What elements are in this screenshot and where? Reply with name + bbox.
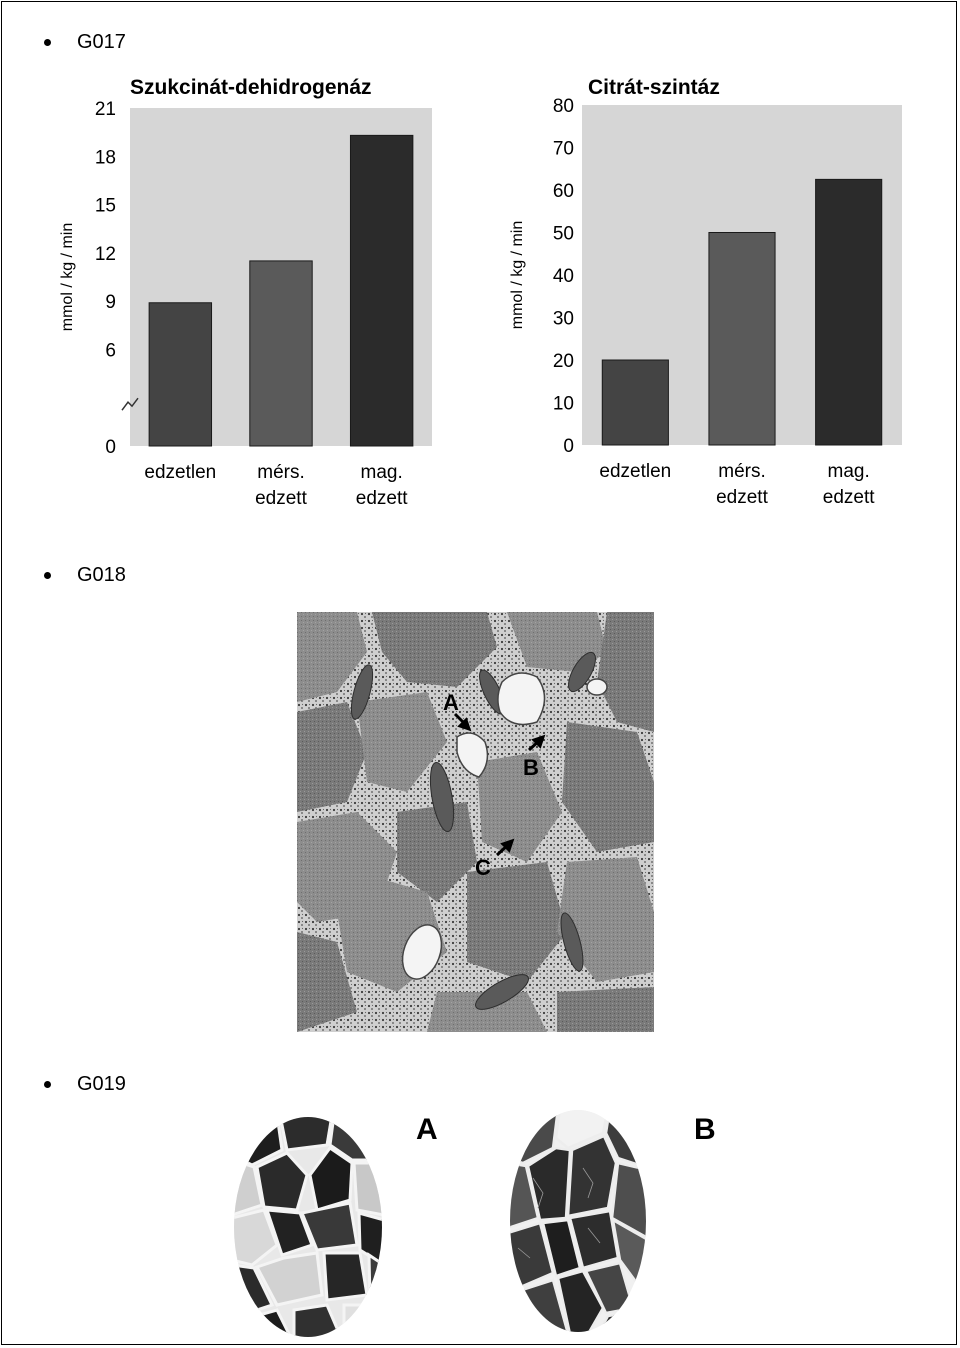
bullet-icon (44, 1081, 51, 1088)
section-label: G018 (77, 564, 126, 586)
chart-citrat-szintaz (492, 68, 912, 518)
bar (816, 179, 882, 445)
chart-szukcinat-dehidrogenaz (40, 68, 440, 518)
chart-title: Citrát-szintáz (588, 76, 720, 99)
y-tick-label: 20 (552, 351, 574, 372)
y-axis-label: mmol / kg / min (509, 220, 526, 330)
bar (709, 233, 775, 446)
section-g019-heading (44, 1073, 126, 1096)
fiber-section-b (508, 1108, 648, 1334)
y-tick-label: 80 (552, 96, 574, 117)
x-tick-label: edzett (355, 488, 408, 509)
section-g017-heading (44, 31, 126, 54)
y-axis-label: mmol / kg / min (59, 222, 76, 332)
x-tick-label: edzett (716, 487, 768, 508)
y-tick-label: 18 (94, 147, 116, 169)
y-tick-label: 60 (552, 181, 574, 202)
x-tick-label: edzetlen (144, 462, 217, 483)
y-tick-label: 30 (552, 308, 574, 330)
y-tick-label: 15 (94, 195, 116, 217)
y-tick-label: 21 (94, 99, 116, 120)
x-tick-label: edzett (822, 487, 875, 508)
y-tick-label: 9 (105, 292, 116, 314)
y-tick-label: 50 (552, 223, 574, 245)
panel-label-a: A (416, 1113, 438, 1146)
marker-label-a: A (443, 690, 459, 715)
bar (149, 303, 211, 446)
x-tick-label: mag. (360, 462, 403, 483)
fiber-section-a (232, 1115, 384, 1340)
marker-label-c: C (475, 855, 491, 880)
bar (250, 261, 312, 446)
x-tick-label: mag. (827, 461, 870, 482)
section-label: G017 (77, 31, 126, 53)
y-tick-label: 10 (552, 393, 574, 415)
x-tick-label: mérs. (257, 462, 305, 483)
x-tick-label: edzetlen (599, 461, 672, 482)
bar (350, 135, 412, 446)
marker-label-b: B (523, 755, 539, 780)
bullet-icon (44, 572, 51, 579)
x-tick-label: edzett (255, 488, 307, 509)
y-tick-label: 6 (105, 340, 116, 362)
y-tick-label: 12 (94, 243, 116, 265)
y-tick-label: 70 (552, 138, 574, 160)
section-label: G019 (77, 1073, 126, 1095)
bar (602, 360, 668, 445)
section-g018-heading (44, 564, 126, 587)
panel-label-b: B (694, 1113, 716, 1146)
chart-title: Szukcinát-dehidrogenáz (130, 76, 372, 99)
y-tick-label: 0 (563, 436, 574, 457)
y-tick-label: 40 (552, 266, 574, 287)
bullet-icon (44, 39, 51, 46)
x-tick-label: mérs. (718, 461, 766, 482)
electron-micrograph (297, 612, 654, 1032)
y-tick-label: 0 (105, 437, 116, 458)
